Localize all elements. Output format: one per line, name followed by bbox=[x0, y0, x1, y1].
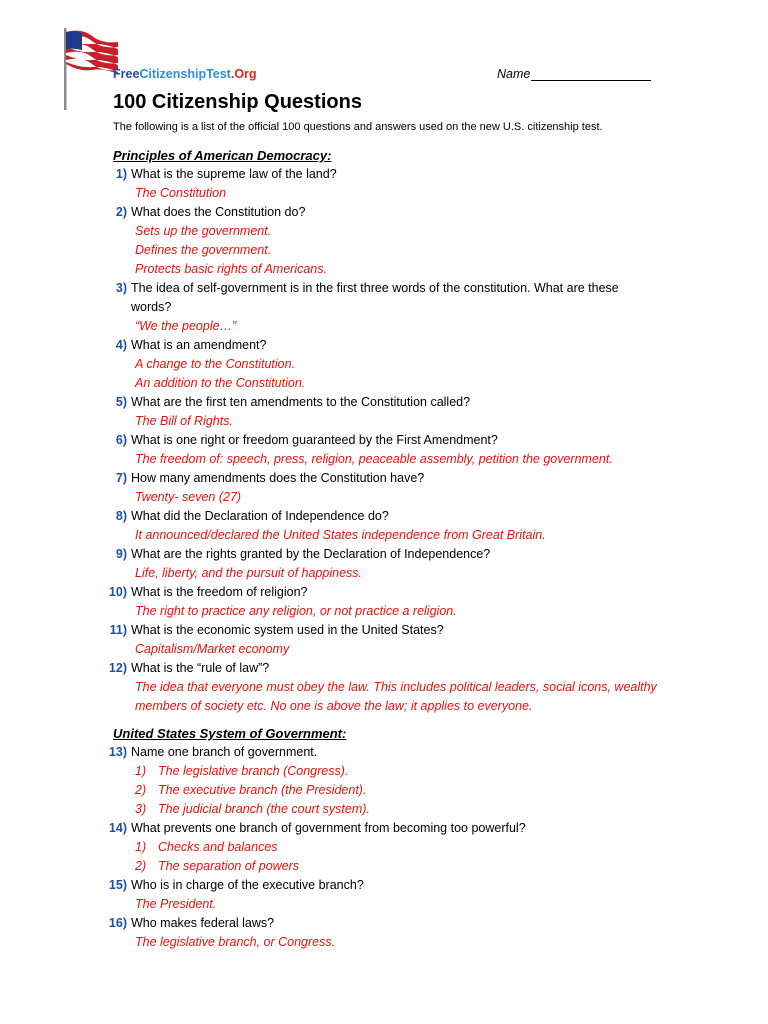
section-heading: United States System of Government: bbox=[113, 726, 347, 741]
question-number: 1) bbox=[115, 167, 127, 181]
question-text: Who is in charge of the executive branch? bbox=[131, 878, 364, 892]
question-item bbox=[0, 279, 768, 317]
question-number: 16) bbox=[108, 916, 127, 930]
numbered-answer-list bbox=[135, 762, 768, 819]
answer-text: The Bill of Rights. bbox=[135, 414, 233, 428]
name-label: Name bbox=[497, 67, 531, 81]
page-subtitle: The following is a list of the official 100 questions and answers used on the new U.S. citizenship test. bbox=[113, 121, 603, 133]
numbered-answer bbox=[135, 800, 768, 819]
question-item bbox=[0, 431, 768, 450]
question-number: 14) bbox=[108, 821, 127, 835]
answer-text: Checks and balances bbox=[158, 840, 278, 854]
numbered-answer bbox=[135, 781, 768, 800]
question-number: 11) bbox=[109, 623, 127, 637]
question-number: 8) bbox=[115, 509, 127, 523]
answer-text: It announced/declared the United States independence from Great Britain. bbox=[135, 528, 546, 542]
question-item bbox=[0, 914, 768, 933]
question-text: What are the rights granted by the Declaration of Independence? bbox=[131, 547, 491, 561]
question-number: 9) bbox=[115, 547, 127, 561]
question-list bbox=[0, 146, 768, 952]
question-item bbox=[0, 819, 768, 838]
question-number: 12) bbox=[108, 661, 127, 675]
question-text: What did the Declaration of Independence do? bbox=[131, 509, 389, 523]
question-number: 10) bbox=[108, 585, 127, 599]
question-text: What does the Constitution do? bbox=[131, 205, 306, 219]
answer-text: A change to the Constitution. bbox=[135, 357, 296, 371]
question-number: 3) bbox=[115, 281, 127, 295]
question-text: What is the freedom of religion? bbox=[131, 585, 308, 599]
question-number: 2) bbox=[115, 205, 127, 219]
question-text: What is one right or freedom guaranteed by the First Amendment? bbox=[131, 433, 498, 447]
answer-text: The separation of powers bbox=[158, 859, 300, 873]
question-item bbox=[0, 876, 768, 895]
question-item bbox=[0, 165, 768, 184]
question-item bbox=[0, 743, 768, 762]
answer-text: Capitalism/Market economy bbox=[135, 642, 290, 656]
answer-number: 2) bbox=[135, 783, 147, 797]
answer-text: “We the people…” bbox=[135, 319, 237, 333]
answer-text: The freedom of: speech, press, religion, peaceable assembly, petition the government. bbox=[135, 452, 613, 466]
site-brand[interactable] bbox=[113, 67, 257, 81]
question-number: 4) bbox=[115, 338, 127, 352]
section-heading: Principles of American Democracy: bbox=[113, 148, 332, 163]
answer-text: Twenty- seven (27) bbox=[135, 490, 242, 504]
question-number: 5) bbox=[115, 395, 127, 409]
question-text: How many amendments does the Constitution have? bbox=[131, 471, 425, 485]
question-item bbox=[0, 507, 768, 526]
brand-part-citizenshiptest: CitizenshipTest bbox=[139, 67, 231, 81]
question-number: 7) bbox=[115, 471, 127, 485]
answer-text: The legislative branch, or Congress. bbox=[135, 935, 336, 949]
question-text: Name one branch of government. bbox=[131, 745, 318, 759]
question-item bbox=[0, 545, 768, 564]
question-text: The idea of self-government is in the first three words of the constitution. What are these words? bbox=[131, 281, 619, 314]
answer-text: The right to practice any religion, or not practice a religion. bbox=[135, 604, 457, 618]
question-item bbox=[0, 336, 768, 355]
answer-number: 2) bbox=[135, 859, 147, 873]
question-text: What are the first ten amendments to the Constitution called? bbox=[131, 395, 471, 409]
numbered-answer bbox=[135, 857, 768, 876]
question-number: 15) bbox=[108, 878, 127, 892]
numbered-answer bbox=[135, 838, 768, 857]
question-text: What is the economic system used in the United States? bbox=[131, 623, 444, 637]
american-flag-icon bbox=[62, 28, 118, 110]
answer-number: 1) bbox=[135, 764, 147, 778]
answer-text: An addition to the Constitution. bbox=[135, 376, 306, 390]
question-item bbox=[0, 469, 768, 488]
answer-text: Sets up the government. bbox=[135, 224, 272, 238]
question-text: What is the “rule of law”? bbox=[131, 661, 270, 675]
question-text: What is the supreme law of the land? bbox=[131, 167, 337, 181]
brand-part-org: .Org bbox=[230, 67, 257, 81]
answer-text: The idea that everyone must obey the law. This includes political leaders, social icons, wealthy members of society etc. No one is above the law; it applies to everyone. bbox=[135, 680, 657, 713]
question-number: 13) bbox=[108, 745, 127, 759]
answer-text: Life, liberty, and the pursuit of happiness. bbox=[135, 566, 362, 580]
question-text: What is an amendment? bbox=[131, 338, 267, 352]
answer-text: Protects basic rights of Americans. bbox=[135, 262, 327, 276]
name-field[interactable] bbox=[497, 67, 651, 81]
page-title: 100 Citizenship Questions bbox=[113, 91, 362, 113]
answer-text: The legislative branch (Congress). bbox=[158, 764, 349, 778]
question-text: Who makes federal laws? bbox=[131, 916, 275, 930]
answer-text: The executive branch (the President). bbox=[158, 783, 367, 797]
answer-text: The President. bbox=[135, 897, 217, 911]
question-item bbox=[0, 621, 768, 640]
question-item bbox=[0, 203, 768, 222]
question-item bbox=[0, 393, 768, 412]
question-number: 6) bbox=[115, 433, 127, 447]
question-text: What prevents one branch of government from becoming too powerful? bbox=[131, 821, 526, 835]
answer-text: The judicial branch (the court system). bbox=[158, 802, 370, 816]
name-blank-line[interactable] bbox=[531, 67, 651, 81]
answer-number: 1) bbox=[135, 840, 147, 854]
answer-number: 3) bbox=[135, 802, 147, 816]
answer-text: Defines the government. bbox=[135, 243, 272, 257]
brand-part-free: Free bbox=[113, 67, 140, 81]
question-item bbox=[0, 659, 768, 678]
numbered-answer-list bbox=[135, 838, 768, 876]
answer-text: The Constitution bbox=[135, 186, 227, 200]
question-item bbox=[0, 583, 768, 602]
numbered-answer bbox=[135, 762, 768, 781]
